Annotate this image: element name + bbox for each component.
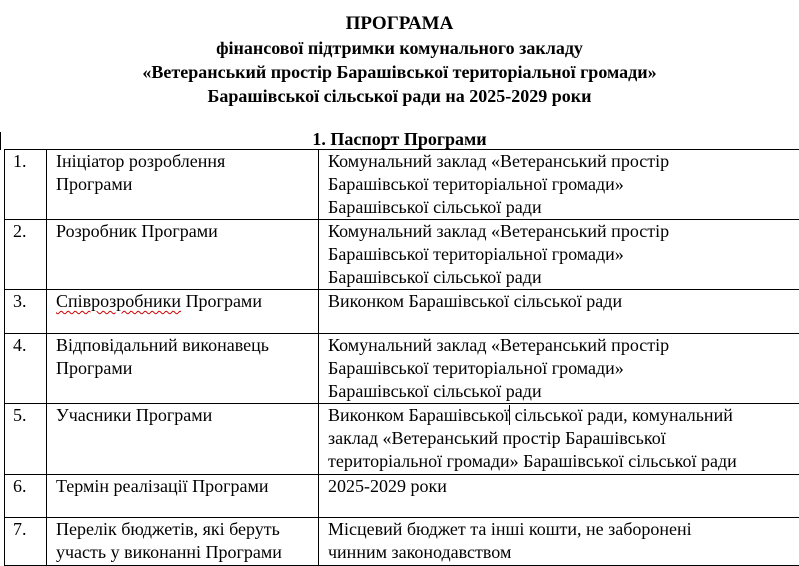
row-name-line: Відповідальний виконавець xyxy=(56,335,270,355)
document-title: ПРОГРАМА xyxy=(345,13,454,34)
row-number: 1. xyxy=(5,150,47,220)
table-row xyxy=(5,220,799,290)
row-value-line: Комунальний заклад «Ветеранський простір xyxy=(328,151,670,171)
row-name-line: Ініціатор розроблення xyxy=(56,151,226,171)
row-name xyxy=(47,220,319,290)
table-row xyxy=(5,475,799,518)
row-value xyxy=(319,518,799,566)
row-name xyxy=(47,334,319,404)
table-row xyxy=(5,150,799,220)
row-value-line: територіальної громади» Барашівської сільської ради xyxy=(328,451,737,471)
row-value-line: Барашівської територіальної громади» xyxy=(328,174,624,194)
row-number: 5. xyxy=(5,404,47,475)
row-value-line: Барашівської територіальної громади» xyxy=(328,358,624,378)
row-value-line: Барашівської сільської ради xyxy=(328,381,542,401)
row-name-line: Термін реалізації Програми xyxy=(56,476,269,496)
row-name-line: Програми xyxy=(56,358,133,378)
row-value-line: Барашівської сільської ради xyxy=(328,267,542,287)
row-name-line: Програми xyxy=(56,174,133,194)
row-value xyxy=(319,334,799,404)
spellcheck-underline[interactable]: Співрозробники xyxy=(56,291,182,311)
row-value xyxy=(319,290,799,334)
table-row xyxy=(5,518,799,566)
row-number: 6. xyxy=(5,475,47,518)
row-number: 4. xyxy=(5,334,47,404)
table-row xyxy=(5,290,799,334)
row-name-text: Програми xyxy=(181,291,262,311)
row-value-text: Виконком Барашівської xyxy=(328,405,510,425)
row-name xyxy=(47,290,319,334)
row-number: 7. xyxy=(5,518,47,566)
row-name-line: Учасники Програми xyxy=(56,405,213,425)
document-header xyxy=(0,12,799,108)
row-value-line: Барашівської територіальної громади» xyxy=(328,244,624,264)
row-number: 2. xyxy=(5,220,47,290)
row-name-line: участь у виконанні Програми xyxy=(56,542,282,562)
document-subtitle-2: «Ветеранський простір Барашівської територіальної громади» xyxy=(142,62,657,82)
passport-table xyxy=(4,149,799,566)
row-name xyxy=(47,518,319,566)
row-number: 3. xyxy=(5,290,47,334)
table-row xyxy=(5,334,799,404)
row-name xyxy=(47,404,319,475)
row-value xyxy=(319,475,799,518)
row-value-line: чинним законодавством xyxy=(328,542,512,562)
row-value xyxy=(319,150,799,220)
row-name-line: Перелік бюджетів, які беруть xyxy=(56,519,280,539)
row-value[interactable] xyxy=(319,404,799,475)
row-value-line: Барашівської сільської ради xyxy=(328,197,542,217)
section-title: 1. Паспорт Програми xyxy=(312,129,487,149)
row-value-line: Комунальний заклад «Ветеранський простір xyxy=(328,221,670,241)
row-name-line: Розробник Програми xyxy=(56,221,218,241)
row-value-line: заклад «Ветеранський простір Барашівської xyxy=(328,428,666,448)
row-value-text: сільської ради, комунальний xyxy=(510,405,733,425)
row-name xyxy=(47,475,319,518)
row-name-line xyxy=(56,290,318,313)
table-row xyxy=(5,404,799,475)
document-subtitle-3: Барашівської сільської ради на 2025-2029 роки xyxy=(207,86,592,106)
document-subtitle-1: фінансової підтримки комунального закладу xyxy=(216,38,583,58)
row-name xyxy=(47,150,319,220)
row-value-line: Місцевий бюджет та інші кошти, не заборонені xyxy=(328,519,692,539)
row-value xyxy=(319,220,799,290)
row-value-line: 2025-2029 роки xyxy=(328,476,447,496)
row-value-line: Комунальний заклад «Ветеранський простір xyxy=(328,335,670,355)
row-value-line: Виконком Барашівської сільської ради xyxy=(328,291,623,311)
row-value-line xyxy=(328,404,799,427)
